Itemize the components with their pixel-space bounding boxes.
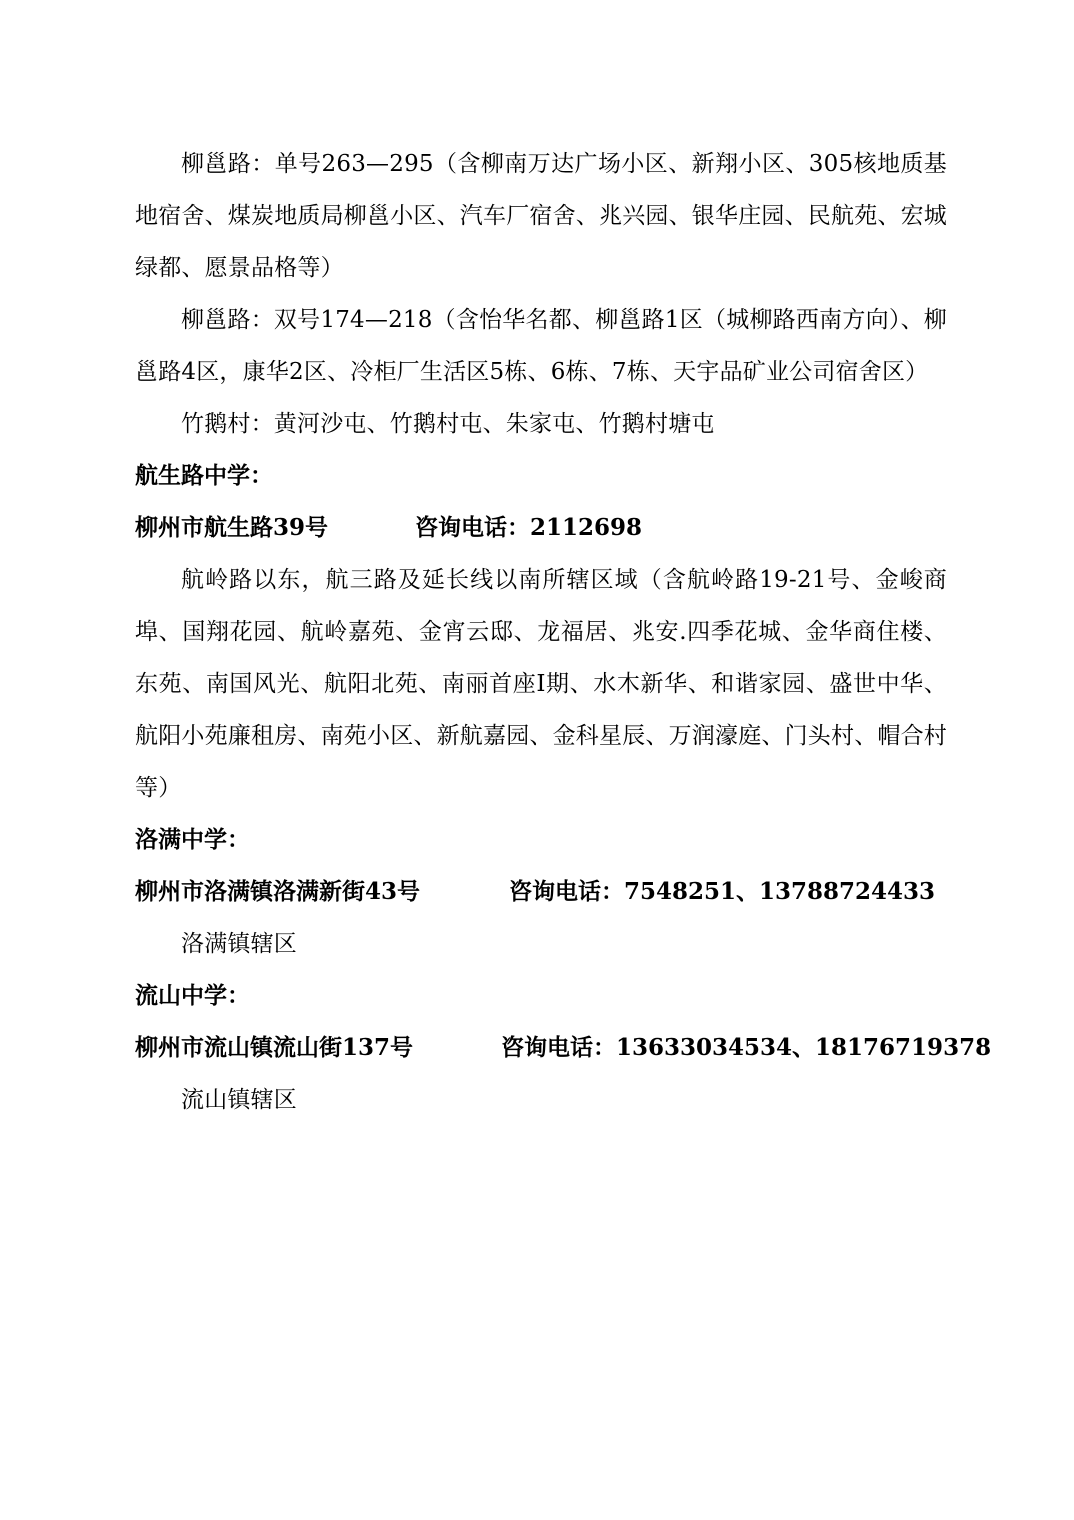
school-phone: 咨询电话：2112698 xyxy=(415,514,643,541)
paragraph-zhue-village: 竹鹅村：黄河沙屯、竹鹅村屯、朱家屯、竹鹅村塘屯 xyxy=(181,411,715,437)
school-area: 流山镇辖区 xyxy=(181,1087,297,1113)
school-name: 流山中学： xyxy=(135,982,250,1009)
school-address: 柳州市流山镇流山街137号 xyxy=(135,1034,414,1061)
school-section-hangshenglu xyxy=(135,450,947,814)
school-area: 航岭路以东，航三路及延长线以南所辖区域（含航岭路19-21号、金峻商埠、国翔花园、航岭嘉苑、金宵云邸、龙福居、兆安.四季花城、金华商住楼、东苑、南国风光、航阳北苑、南丽首座Ⅰ期、水木新华、和谐家园、盛世中华、航阳小苑廉租房、南苑小区、新航嘉园、金科星辰、万润濠庭、门头村、帽合村等） xyxy=(135,567,947,801)
school-phone: 咨询电话：7548251、13788724433 xyxy=(509,878,936,905)
school-address-line xyxy=(135,1022,992,1074)
school-name: 洛满中学： xyxy=(135,826,250,853)
school-area: 洛满镇辖区 xyxy=(181,931,297,957)
school-address: 柳州市航生路39号 xyxy=(135,514,329,541)
school-name: 航生路中学： xyxy=(135,462,273,489)
paragraph-liuyong-odd: 柳邕路：单号263—295（含柳南万达广场小区、新翔小区、305核地质基地宿舍、煤炭地质局柳邕小区、汽车厂宿舍、兆兴园、银华庄园、民航苑、宏城绿都、愿景品格等） xyxy=(135,151,947,281)
school-section-luoman xyxy=(135,814,947,970)
document-page xyxy=(135,138,992,1126)
paragraph-liuyong-even: 柳邕路：双号174—218（含怡华名都、柳邕路1区（城柳路西南方向）、柳邕路4区，康华2区、冷柜厂生活区5栋、6栋、7栋、天宇品矿业公司宿舍区） xyxy=(135,307,947,385)
school-address-line xyxy=(135,866,947,918)
school-address: 柳州市洛满镇洛满新街43号 xyxy=(135,878,421,905)
school-phone: 咨询电话：13633034534、18176719378 xyxy=(501,1034,992,1061)
school-address-line xyxy=(135,502,947,554)
school-section-liushan xyxy=(135,970,992,1126)
